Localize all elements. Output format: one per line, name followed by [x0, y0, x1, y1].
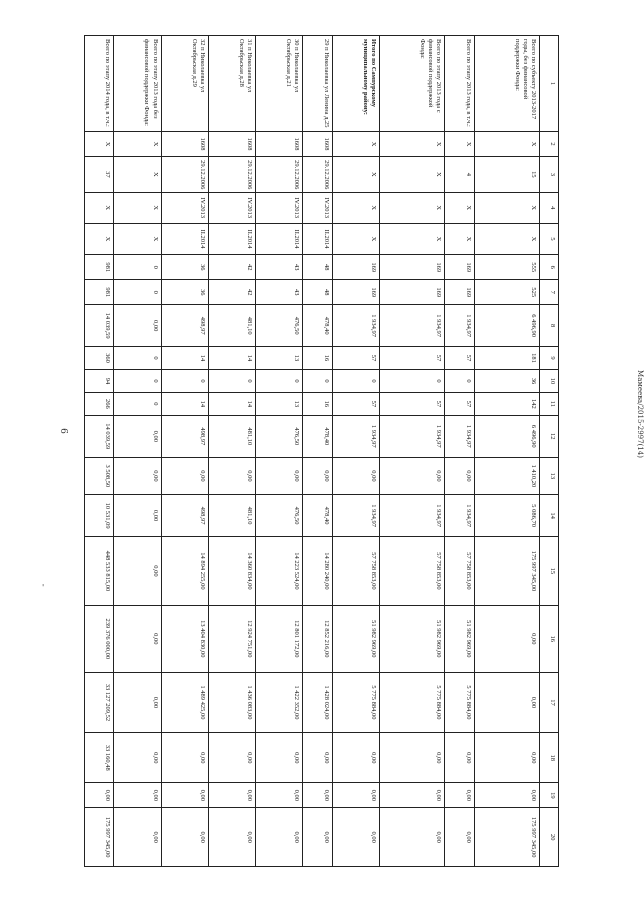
- table-cell: 37: [85, 157, 114, 192]
- table-cell: 555: [474, 255, 539, 280]
- table-cell: II.2014: [161, 223, 208, 254]
- table-cell: 360: [85, 347, 114, 370]
- table-cell: 175 997 345,00: [474, 536, 539, 605]
- housing-program-table: [84, 35, 559, 867]
- table-cell: 0,00: [208, 733, 255, 783]
- table-cell: X: [114, 132, 161, 157]
- table-cell: 169: [380, 255, 445, 280]
- table-cell: 0,00: [445, 783, 474, 808]
- table-cell: 478,40: [303, 495, 332, 537]
- table-cell: 525: [474, 280, 539, 305]
- row-label-cell: Всего по субъекту 2013-2017 годы, без финансовой поддержки Фонда:: [474, 36, 539, 132]
- column-number-16: 16: [540, 605, 559, 672]
- table-cell: 478,40: [303, 415, 332, 457]
- table-cell: 57: [380, 347, 445, 370]
- table-cell: 29.12.2006: [208, 157, 255, 192]
- table-cell: 0,00: [256, 733, 303, 783]
- table-cell: 5 775 884,00: [445, 672, 474, 733]
- table-cell: 0,00: [161, 808, 208, 867]
- table-cell: 1 422 352,00: [256, 672, 303, 733]
- table-cell: II.2014: [256, 223, 303, 254]
- table-cell: 0: [208, 369, 255, 392]
- column-number-row: [540, 36, 559, 867]
- table-cell: 12 801 172,00: [256, 605, 303, 672]
- table-cell: 0,00: [303, 808, 332, 867]
- table-cell: 1 934,97: [332, 415, 379, 457]
- table-cell: 57 758 853,00: [445, 536, 474, 605]
- table-cell: 0,00: [380, 783, 445, 808]
- table-cell: 1 428 024,00: [303, 672, 332, 733]
- table-cell: 57: [445, 347, 474, 370]
- row-label-cell: 32 п Николаевка ул Октябрьская д.29: [161, 36, 208, 132]
- table-cell: X: [114, 223, 161, 254]
- table-cell: 15: [474, 157, 539, 192]
- table-cell: 1 436 083,00: [208, 672, 255, 733]
- table-cell: 0,00: [474, 783, 539, 808]
- table-cell: 1 410,20: [474, 457, 539, 495]
- table-cell: X: [114, 192, 161, 223]
- table-cell: 0,00: [303, 733, 332, 783]
- table-cell: 1608: [208, 132, 255, 157]
- table-cell: 14 360 834,00: [208, 536, 255, 605]
- table-cell: 1 934,97: [380, 305, 445, 347]
- table-cell: 0: [114, 280, 161, 305]
- row-label-cell: Итого по Сампурскому муниципальному району:: [332, 36, 379, 132]
- table-cell: 42: [208, 280, 255, 305]
- table-cell: 1608: [161, 132, 208, 157]
- table-cell: 181: [474, 347, 539, 370]
- table-cell: 1 934,97: [332, 495, 379, 537]
- table-cell: 57 758 853,00: [332, 536, 379, 605]
- column-number-4: 4: [540, 192, 559, 223]
- table-cell: 498,97: [161, 305, 208, 347]
- column-number-18: 18: [540, 733, 559, 783]
- column-number-2: 2: [540, 132, 559, 157]
- table-viewport: [84, 35, 559, 867]
- row-label-cell: Всего по этапу 2013 года без финансовой поддержки Фонда:: [114, 36, 161, 132]
- column-number-9: 9: [540, 347, 559, 370]
- table-cell: 1 489 425,00: [161, 672, 208, 733]
- table-row: [256, 36, 303, 867]
- table-cell: 0,00: [445, 733, 474, 783]
- table-cell: X: [380, 157, 445, 192]
- table-cell: 14 039,59: [85, 305, 114, 347]
- table-cell: II.2014: [208, 223, 255, 254]
- column-number-15: 15: [540, 536, 559, 605]
- table-cell: 14: [161, 392, 208, 415]
- table-cell: 57: [380, 392, 445, 415]
- table-cell: 481,10: [208, 495, 255, 537]
- column-number-7: 7: [540, 280, 559, 305]
- table-cell: 0,00: [256, 457, 303, 495]
- table-cell: X: [380, 192, 445, 223]
- column-number-1: 1: [540, 36, 559, 132]
- table-cell: 0,00: [332, 733, 379, 783]
- table-cell: 1 934,97: [445, 415, 474, 457]
- table-cell: 5 775 884,00: [380, 672, 445, 733]
- table-cell: 5 775 884,00: [332, 672, 379, 733]
- table-cell: 0,00: [114, 305, 161, 347]
- column-number-12: 12: [540, 415, 559, 457]
- table-cell: 43: [256, 255, 303, 280]
- table-cell: 0,00: [474, 733, 539, 783]
- table-cell: 29.12.2006: [303, 157, 332, 192]
- table-cell: 6 496,90: [474, 415, 539, 457]
- table-cell: 169: [332, 280, 379, 305]
- table-row: [445, 36, 474, 867]
- row-label-cell: 31 п Николаевка ул Октябрьская д.28: [208, 36, 255, 132]
- table-cell: 0,00: [474, 605, 539, 672]
- table-cell: 36: [161, 280, 208, 305]
- table-cell: 10 531,09: [85, 495, 114, 537]
- table-cell: X: [85, 223, 114, 254]
- table-row: [380, 36, 445, 867]
- table-cell: 14 894 255,00: [161, 536, 208, 605]
- table-cell: 0: [114, 347, 161, 370]
- table-cell: X: [380, 132, 445, 157]
- table-cell: 1 934,97: [445, 305, 474, 347]
- column-number-5: 5: [540, 223, 559, 254]
- table-cell: 4: [445, 157, 474, 192]
- column-number-6: 6: [540, 255, 559, 280]
- table-cell: IV.2013: [208, 192, 255, 223]
- table-cell: 42: [208, 255, 255, 280]
- row-label-cell: 29 п Николаевка ул Ленина д.25: [303, 36, 332, 132]
- table-cell: 981: [85, 280, 114, 305]
- column-number-19: 19: [540, 783, 559, 808]
- table-cell: X: [332, 223, 379, 254]
- table-cell: 36: [474, 369, 539, 392]
- table-body: [85, 36, 540, 867]
- table-cell: 476,50: [256, 415, 303, 457]
- table-cell: 266: [85, 392, 114, 415]
- table-cell: 0,00: [332, 808, 379, 867]
- table-cell: 0,00: [256, 808, 303, 867]
- table-cell: 0,00: [474, 672, 539, 733]
- column-number-14: 14: [540, 495, 559, 537]
- row-label-cell: Всего по этапу 2013 года, в т.ч.:: [445, 36, 474, 132]
- table-cell: 14: [208, 392, 255, 415]
- column-number-20: 20: [540, 808, 559, 867]
- table-cell: 0,00: [256, 783, 303, 808]
- table-cell: 13 404 830,00: [161, 605, 208, 672]
- column-number-11: 11: [540, 392, 559, 415]
- table-cell: 6 496,90: [474, 305, 539, 347]
- table-cell: 14: [161, 347, 208, 370]
- table-cell: 57: [332, 392, 379, 415]
- table-cell: 0,00: [114, 605, 161, 672]
- table-cell: 0,00: [332, 783, 379, 808]
- table-cell: 57: [445, 392, 474, 415]
- rotated-table-container: [84, 35, 559, 867]
- table-cell: 448 533 815,00: [85, 536, 114, 605]
- table-cell: 1 934,97: [332, 305, 379, 347]
- table-cell: 0: [161, 369, 208, 392]
- column-number-17: 17: [540, 672, 559, 733]
- table-row: [85, 36, 114, 867]
- table-cell: X: [114, 157, 161, 192]
- row-label-cell: Всего по этапу 2013 года с финансовой поддержкой Фонда:: [380, 36, 445, 132]
- table-cell: X: [445, 132, 474, 157]
- table-cell: 0,00: [161, 783, 208, 808]
- table-cell: 0,00: [161, 457, 208, 495]
- row-label-cell: Всего по этапу 2014 года, в т.ч.:: [85, 36, 114, 132]
- table-cell: 0,00: [380, 808, 445, 867]
- table-cell: 0: [332, 369, 379, 392]
- table-cell: 0,00: [114, 672, 161, 733]
- table-cell: 43: [256, 280, 303, 305]
- table-row: [161, 36, 208, 867]
- table-cell: 51 982 969,00: [332, 605, 379, 672]
- table-cell: 0,00: [332, 457, 379, 495]
- table-row: [208, 36, 255, 867]
- table-cell: 0,00: [114, 733, 161, 783]
- column-number-13: 13: [540, 457, 559, 495]
- table-cell: 0,00: [114, 808, 161, 867]
- table-cell: 94: [85, 369, 114, 392]
- column-number-8: 8: [540, 305, 559, 347]
- table-cell: 1608: [303, 132, 332, 157]
- table-cell: 498,97: [161, 495, 208, 537]
- row-label-cell: 30 п Николаевка ул Октябрьская д.21: [256, 36, 303, 132]
- table-row: [332, 36, 379, 867]
- table-cell: 48: [303, 280, 332, 305]
- table-cell: 1 934,97: [380, 495, 445, 537]
- table-cell: 481,10: [208, 305, 255, 347]
- table-cell: 239 376 000,00: [85, 605, 114, 672]
- table-cell: 175 997 345,00: [85, 808, 114, 867]
- scan-speck: ': [42, 583, 45, 592]
- table-cell: 14 280 240,00: [303, 536, 332, 605]
- table-cell: 981: [85, 255, 114, 280]
- column-number-10: 10: [540, 369, 559, 392]
- table-cell: 3 508,50: [85, 457, 114, 495]
- table-cell: 0: [114, 392, 161, 415]
- table-cell: 51 982 969,00: [380, 605, 445, 672]
- table-cell: 57: [332, 347, 379, 370]
- table-cell: 33 160,48: [85, 733, 114, 783]
- table-cell: 0,00: [303, 783, 332, 808]
- table-cell: 1 934,97: [445, 495, 474, 537]
- table-cell: 16: [303, 347, 332, 370]
- table-cell: 0,00: [85, 783, 114, 808]
- table-cell: 0,00: [114, 783, 161, 808]
- column-number-3: 3: [540, 157, 559, 192]
- table-cell: 0: [114, 369, 161, 392]
- table-cell: 169: [380, 280, 445, 305]
- table-cell: 0,00: [445, 808, 474, 867]
- table-cell: 0,00: [380, 457, 445, 495]
- table-cell: 481,10: [208, 415, 255, 457]
- table-cell: 0,00: [161, 733, 208, 783]
- table-cell: X: [380, 223, 445, 254]
- table-cell: 169: [332, 255, 379, 280]
- table-cell: 16: [303, 392, 332, 415]
- page-number: 6: [57, 428, 68, 434]
- table-cell: IV.2013: [303, 192, 332, 223]
- table-cell: 1608: [256, 132, 303, 157]
- table-cell: X: [332, 132, 379, 157]
- table-cell: 478,40: [303, 305, 332, 347]
- table-cell: 0,00: [114, 536, 161, 605]
- table-cell: 498,97: [161, 415, 208, 457]
- table-cell: 0,00: [208, 808, 255, 867]
- table-row: [114, 36, 161, 867]
- table-cell: 33 127 209,52: [85, 672, 114, 733]
- table-cell: X: [332, 157, 379, 192]
- table-cell: 13: [256, 347, 303, 370]
- table-cell: 0,00: [114, 415, 161, 457]
- table-cell: 0: [114, 255, 161, 280]
- table-cell: 48: [303, 255, 332, 280]
- table-cell: 0,00: [114, 495, 161, 537]
- table-cell: 0: [380, 369, 445, 392]
- table-cell: X: [445, 192, 474, 223]
- table-cell: 175 997 345,00: [474, 808, 539, 867]
- table-cell: 0,00: [208, 783, 255, 808]
- table-cell: X: [85, 192, 114, 223]
- table-cell: 51 982 969,00: [445, 605, 474, 672]
- table-cell: 13: [256, 392, 303, 415]
- table-row: [474, 36, 539, 867]
- table-cell: 12 852 216,00: [303, 605, 332, 672]
- table-cell: IV.2013: [161, 192, 208, 223]
- table-cell: 0,00: [445, 457, 474, 495]
- table-cell: 169: [445, 280, 474, 305]
- table-cell: 14: [208, 347, 255, 370]
- table-cell: X: [445, 223, 474, 254]
- table-cell: IV.2013: [256, 192, 303, 223]
- table-cell: X: [474, 132, 539, 157]
- table-cell: 29.12.2006: [256, 157, 303, 192]
- table-cell: 0: [445, 369, 474, 392]
- table-cell: II.2014: [303, 223, 332, 254]
- table-cell: X: [474, 192, 539, 223]
- table-cell: 142: [474, 392, 539, 415]
- table-cell: 36: [161, 255, 208, 280]
- table-cell: 0,00: [380, 733, 445, 783]
- document-code: Мамеева/2015-2997(14): [635, 370, 644, 458]
- table-cell: 0,00: [303, 457, 332, 495]
- table-cell: 476,50: [256, 495, 303, 537]
- table-cell: 169: [445, 255, 474, 280]
- table-cell: X: [85, 132, 114, 157]
- table-cell: X: [474, 223, 539, 254]
- table-cell: 57 758 853,00: [380, 536, 445, 605]
- table-cell: 1 934,97: [380, 415, 445, 457]
- table-cell: 12 924 751,00: [208, 605, 255, 672]
- table-cell: 14 223 524,00: [256, 536, 303, 605]
- table-cell: 14 039,59: [85, 415, 114, 457]
- table-cell: 0: [303, 369, 332, 392]
- table-cell: 29.12.2006: [161, 157, 208, 192]
- table-cell: 0,00: [208, 457, 255, 495]
- table-cell: X: [332, 192, 379, 223]
- table-cell: 0,00: [114, 457, 161, 495]
- table-cell: 476,50: [256, 305, 303, 347]
- table-cell: 5 086,70: [474, 495, 539, 537]
- table-row: [303, 36, 332, 867]
- table-cell: 0: [256, 369, 303, 392]
